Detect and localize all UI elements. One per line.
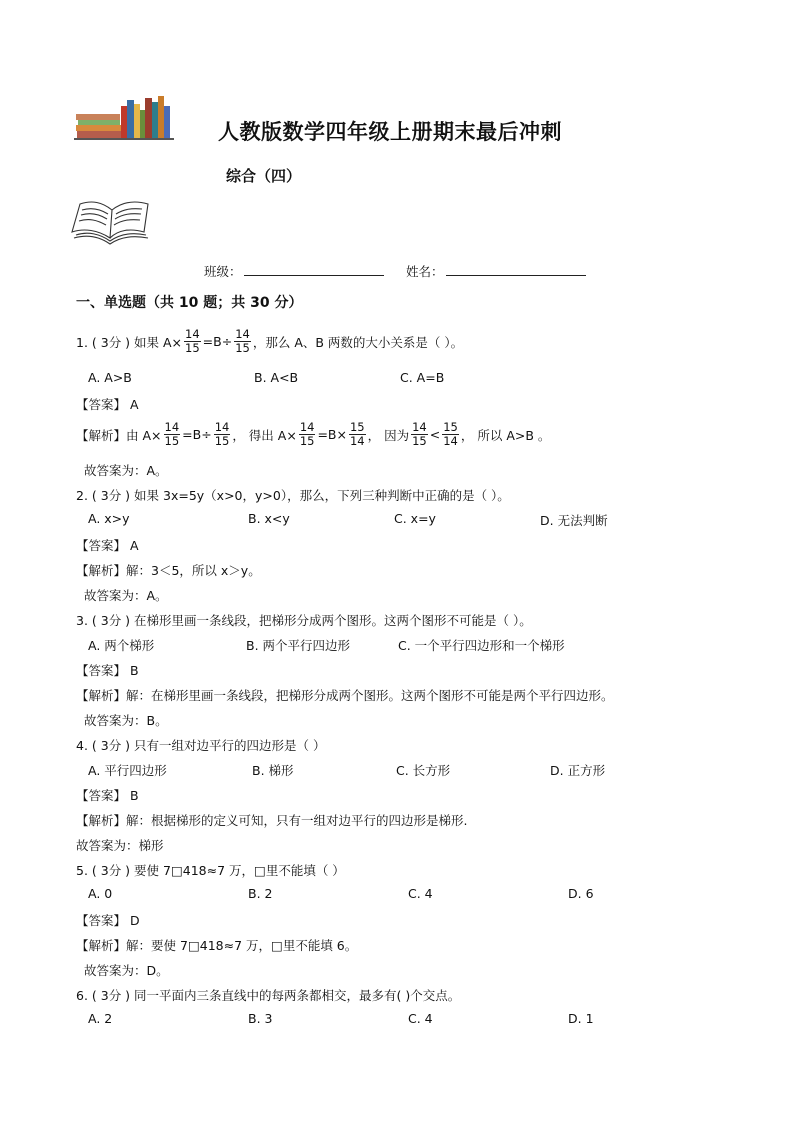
name-label: 姓名： [406, 264, 444, 279]
q6-option-c[interactable]: C. 4 [408, 1011, 433, 1026]
section-heading: 一、单选题（共 10 题；共 30 分） [76, 295, 303, 311]
page-title: 人教版数学四年级上册期末最后冲刺 [218, 119, 562, 144]
q3-option-c[interactable]: C. 一个平行四边形和一个梯形 [398, 638, 565, 653]
q4-option-b[interactable]: B. 梯形 [252, 763, 294, 778]
q4-stem: 4. ( 3分 ) 只有一组对边平行的四边形是（ ） [76, 738, 326, 753]
q3-stem: 3. ( 3分 ) 在梯形里画一条线段，把梯形分成两个图形。这两个图形不可能是（ ）。 [76, 613, 532, 628]
q1-option-a[interactable]: A. A>B [88, 370, 132, 385]
q2-conclusion: 故答案为：A。 [84, 588, 168, 603]
q4-option-c[interactable]: C. 长方形 [396, 763, 451, 778]
q2-answer: 【答案】 A [76, 538, 139, 553]
q4-conclusion: 故答案为：梯形 [76, 838, 164, 853]
q5-analysis: 【解析】解：要使 7□418≈7 万，□里不能填 6。 [76, 938, 358, 953]
q3-conclusion: 故答案为：B。 [84, 713, 168, 728]
fraction: $\frac{14}{15}$ [185, 327, 200, 355]
q1-option-c[interactable]: C. A=B [400, 370, 445, 385]
open-book-illustration [68, 194, 152, 252]
q4-analysis: 【解析】解：根据梯形的定义可知，只有一组对边平行的四边形是梯形. [76, 813, 468, 828]
fraction: $\frac{15}{14}$ [349, 420, 365, 448]
fraction: $\frac{14}{15}$ [214, 420, 230, 448]
q6-option-d[interactable]: D. 1 [568, 1011, 594, 1026]
fraction: $\frac{14}{15}$ [235, 327, 250, 355]
fraction: $\frac{15}{14}$ [443, 420, 458, 448]
q1-stem-post: ，那么 A、B 两数的大小关系是（ ）。 [252, 334, 464, 350]
class-field [204, 262, 384, 280]
q5-conclusion: 故答案为：D。 [84, 963, 169, 978]
q3-option-a[interactable]: A. 两个梯形 [88, 638, 155, 653]
q3-answer: 【答案】 B [76, 663, 139, 678]
q5-answer: 【答案】 D [76, 913, 140, 928]
class-label: 班级： [204, 264, 242, 279]
q4-option-d[interactable]: D. 正方形 [550, 763, 606, 778]
fraction: $\frac{14}{15}$ [412, 420, 427, 448]
q2-analysis: 【解析】解：3＜5，所以 x＞y。 [76, 563, 261, 578]
q2-option-c[interactable]: C. x=y [394, 511, 436, 526]
q6-option-a[interactable]: A. 2 [88, 1011, 113, 1026]
q2-option-d[interactable]: D. 无法判断 [540, 513, 608, 528]
q5-option-c[interactable]: C. 4 [408, 886, 433, 901]
q1-stem-mid: =B÷ [202, 334, 233, 349]
q4-answer: 【答案】 B [76, 788, 139, 803]
q3-analysis: 【解析】解：在梯形里画一条线段，把梯形分成两个图形。这两个图形不可能是两个平行四边形。 [76, 688, 614, 703]
q2-stem: 2. ( 3分 ) 如果 3x=5y（x>0，y>0），那么，下列三种判断中正确的是（ ）。 [76, 488, 510, 503]
q5-stem: 5. ( 3分 ) 要使 7□418≈7 万，□里不能填（ ） [76, 863, 345, 878]
q5-option-a[interactable]: A. 0 [88, 886, 113, 901]
q1-option-b[interactable]: B. A<B [254, 370, 299, 385]
books-stack-illustration [74, 92, 178, 142]
name-field [406, 262, 586, 280]
page-subtitle: 综合（四） [226, 167, 302, 185]
q3-option-b[interactable]: B. 两个平行四边形 [246, 638, 351, 653]
name-blank[interactable] [446, 263, 586, 276]
q1-stem [76, 328, 463, 355]
q2-option-b[interactable]: B. x<y [248, 511, 290, 526]
q4-option-a[interactable]: A. 平行四边形 [88, 763, 167, 778]
q5-option-d[interactable]: D. 6 [568, 886, 594, 901]
q1-stem-pre: 1. ( 3分 ) 如果 A× [76, 334, 183, 350]
q2-option-a[interactable]: A. x>y [88, 511, 130, 526]
q1-conclusion: 故答案为：A。 [84, 463, 168, 478]
fraction: $\frac{14}{15}$ [164, 420, 180, 448]
q6-stem: 6. ( 3分 ) 同一平面内三条直线中的每两条都相交，最多有( )个交点。 [76, 988, 461, 1003]
q1-answer: 【答案】 A [76, 397, 139, 412]
class-blank[interactable] [244, 263, 384, 276]
q6-option-b[interactable]: B. 3 [248, 1011, 273, 1026]
q1-analysis: 【解析】 由 A× $\frac{14}{15}$ =B÷ $\frac{14}{15}$ ， 得出 A× $\frac{14}{15}$ =B× $\frac{15}{14}$ ， 因为 $\frac{14}{15}$ < $\frac{15}{14}$ ， 所以 A>B 。 [76, 420, 551, 448]
fraction: $\frac{14}{15}$ [299, 420, 315, 448]
q5-option-b[interactable]: B. 2 [248, 886, 273, 901]
